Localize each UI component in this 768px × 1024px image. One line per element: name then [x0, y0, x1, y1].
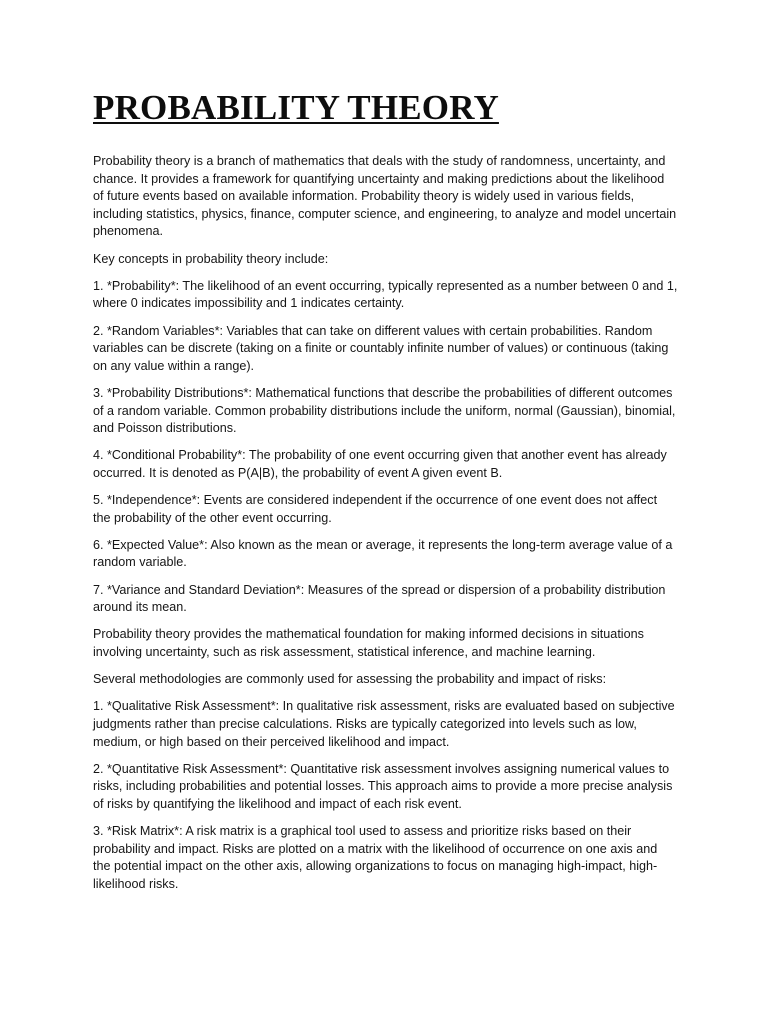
list-item-variance: 7. *Variance and Standard Deviation*: Measures of the spread or dispersion of a probability distribution around its mean. [93, 582, 666, 615]
document-body [93, 153, 678, 903]
list-item-probability-distributions: 3. *Probability Distributions*: Mathematical functions that describe the probabilities of different outcomes of a random variable. Common probability distributions include the uniform, normal (Gaussian), binomial, and Poisson distributions. [93, 385, 676, 436]
list-item-risk-matrix: 3. *Risk Matrix*: A risk matrix is a graphical tool used to assess and prioritize risks based on their probability and impact. Risks are plotted on a matrix with the likelihood of occurrence on one axis and the potential impact on the other axis, allowing organizations to focus on managing high-impact, high-likelihood risks. [93, 824, 658, 891]
paragraph-foundation: Probability theory provides the mathematical foundation for making informed decisions in situations involving uncertainty, such as risk assessment, statistical inference, and machine learning. [93, 627, 644, 659]
list-item-independence: 5. *Independence*: Events are considered independent if the occurrence of one event does not affect the probability of the other event occurring. [93, 493, 658, 525]
list-item-expected-value: 6. *Expected Value*: Also known as the mean or average, it represents the long-term average value of a random variable. [93, 537, 673, 570]
list-item-conditional-probability: 4. *Conditional Probability*: The probability of one event occurring given that another event has already occurred. It is denoted as P(A|B), the probability of event A given event B. [93, 448, 667, 480]
list-item-quantitative: 2. *Quantitative Risk Assessment*: Quantitative risk assessment involves assigning numerical values to risks, including probabilities and potential losses. This approach aims to provide a more precise analysis of risks by quantifying the likelihood and impact of each risk event. [93, 761, 673, 811]
list-item-random-variables: 2. *Random Variables*: Variables that can take on different values with certain probabilities. Random variables can be discrete (taking on a finite or countably infinite number of values) or continuous (taking on any value within a range). [93, 323, 669, 373]
document-title: PROBABILITY THEORY [93, 88, 499, 127]
list-item-probability: 1. *Probability*: The likelihood of an event occurring, typically represented as a number between 0 and 1, where 0 indicates impossibility and 1 indicates certainty. [93, 278, 678, 311]
paragraph-key-concepts-heading: Key concepts in probability theory include: [93, 251, 329, 266]
list-item-qualitative: 1. *Qualitative Risk Assessment*: In qualitative risk assessment, risks are evaluated based on subjective judgments rather than precise calculations. Risks are typically categorized into levels such as low, medium, or high based on their perceived likelihood and impact. [93, 699, 675, 749]
paragraph-intro: Probability theory is a branch of mathematics that deals with the study of randomness, uncertainty, and chance. It provides a framework for quantifying uncertainty and making predictions about the likelihood of future events based on available information. Probability theory is widely used in various fields, including statistics, physics, finance, computer science, and engineering, to analyze and model uncertain phenomena. [93, 154, 677, 239]
paragraph-methodologies-heading: Several methodologies are commonly used for assessing the probability and impact of risks: [93, 672, 607, 687]
